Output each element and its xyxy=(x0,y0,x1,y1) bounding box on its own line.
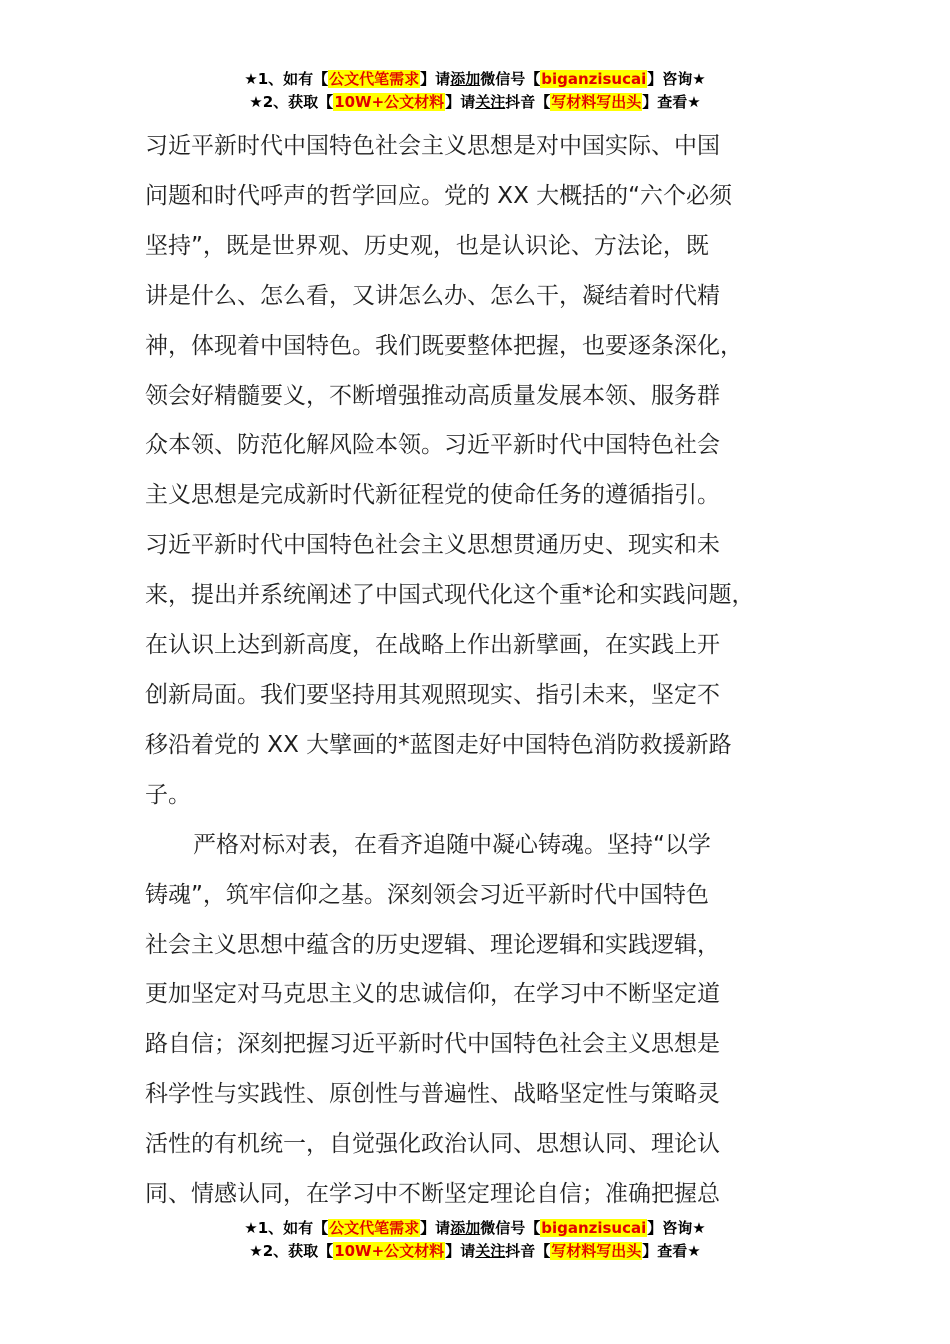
banner-underlined-text: 关注 xyxy=(475,93,506,111)
footer-banner-line-1 xyxy=(0,1217,950,1240)
banner-highlight: 10W+公文材料 xyxy=(334,93,445,111)
text-line: 习近平新时代中国特色社会主义思想贯通历史、现实和未 xyxy=(145,532,720,559)
text-line: 子。 xyxy=(145,781,191,808)
header-banner-line-1 xyxy=(0,68,950,91)
banner-text: 】请 xyxy=(445,93,476,111)
paragraph-1 xyxy=(145,122,825,821)
text-line: 移沿着党的 XX 大擘画的*蓝图走好中国特色消防救援新路 xyxy=(145,731,732,758)
banner-text: 】请 xyxy=(420,70,451,88)
banner-text: 】请 xyxy=(420,1219,451,1237)
text-line: 科学性与实践性、原创性与普遍性、战略坚定性与策略灵 xyxy=(145,1081,720,1108)
footer-banner-line-2 xyxy=(0,1240,950,1263)
banner-highlight: 公文代笔需求 xyxy=(329,1219,420,1237)
banner-text: ★1、如有【 xyxy=(244,1219,329,1237)
text-line: 路自信；深刻把握习近平新时代中国特色社会主义思想是 xyxy=(145,1031,720,1058)
banner-highlight: biganzisucai xyxy=(541,1219,647,1237)
text-line: 神，体现着中国特色。我们既要整体把握，也要逐条深化， xyxy=(145,332,743,359)
banner-highlight: 写材料写出头 xyxy=(551,93,642,111)
banner-highlight: biganzisucai xyxy=(541,70,647,88)
banner-text: ★2、获取【 xyxy=(249,93,334,111)
text-line: 在认识上达到新高度，在战略上作出新擘画，在实践上开 xyxy=(145,632,720,659)
banner-highlight: 写材料写出头 xyxy=(551,1242,642,1260)
banner-highlight: 10W+公文材料 xyxy=(334,1242,445,1260)
text-line: 更加坚定对马克思主义的忠诚信仰，在学习中不断坚定道 xyxy=(145,981,720,1008)
banner-text: 】咨询★ xyxy=(647,1219,706,1237)
paragraph-2 xyxy=(145,821,825,1220)
banner-highlight: 公文代笔需求 xyxy=(329,70,420,88)
header-banner xyxy=(0,68,950,114)
banner-underlined-text: 关注 xyxy=(475,1242,506,1260)
text-line: 众本领、防范化解风险本领。习近平新时代中国特色社会 xyxy=(145,432,720,459)
text-line: 领会好精髓要义，不断增强推动高质量发展本领、服务群 xyxy=(145,382,720,409)
text-line: 活性的有机统一，自觉强化政治认同、思想认同、理论认 xyxy=(145,1131,720,1158)
banner-text: 】查看★ xyxy=(642,1242,701,1260)
text-line: 习近平新时代中国特色社会主义思想是对中国实际、中国 xyxy=(145,133,720,159)
text-line: 讲是什么、怎么看，又讲怎么办、怎么干，凝结着时代精 xyxy=(145,282,720,309)
document-body xyxy=(145,122,825,1220)
banner-text: 】咨询★ xyxy=(647,70,706,88)
text-line: 主义思想是完成新时代新征程党的使命任务的遵循指引。 xyxy=(145,482,720,509)
text-line: 创新局面。我们要坚持用其观照现实、指引未来，坚定不 xyxy=(145,681,720,708)
text-line: 坚持”，既是世界观、历史观，也是认识论、方法论，既 xyxy=(145,232,709,259)
text-line: 同、情感认同，在学习中不断坚定理论自信；准确把握总 xyxy=(145,1181,720,1208)
banner-text: 抖音【 xyxy=(505,1242,551,1260)
text-line: 社会主义思想中蕴含的历史逻辑、理论逻辑和实践逻辑， xyxy=(145,931,720,958)
banner-text: ★2、获取【 xyxy=(249,1242,334,1260)
header-banner-line-2 xyxy=(0,91,950,114)
text-line: 严格对标对表，在看齐追随中凝心铸魂。坚持“以学 xyxy=(193,831,711,858)
text-line: 来，提出并系统阐述了中国式现代化这个重*论和实践问题， xyxy=(145,582,755,609)
banner-underlined-text: 添加 xyxy=(450,1219,481,1237)
banner-text: 】请 xyxy=(445,1242,476,1260)
text-line: 问题和时代呼声的哲学回应。党的 XX 大概括的“六个必须 xyxy=(145,182,733,209)
footer-banner xyxy=(0,1217,950,1263)
text-line: 铸魂”，筑牢信仰之基。深刻领会习近平新时代中国特色 xyxy=(145,881,709,908)
banner-text: 抖音【 xyxy=(505,93,551,111)
banner-underlined-text: 添加 xyxy=(450,70,481,88)
banner-text: 微信号【 xyxy=(480,70,541,88)
banner-text: 微信号【 xyxy=(480,1219,541,1237)
banner-text: ★1、如有【 xyxy=(244,70,329,88)
banner-text: 】查看★ xyxy=(642,93,701,111)
